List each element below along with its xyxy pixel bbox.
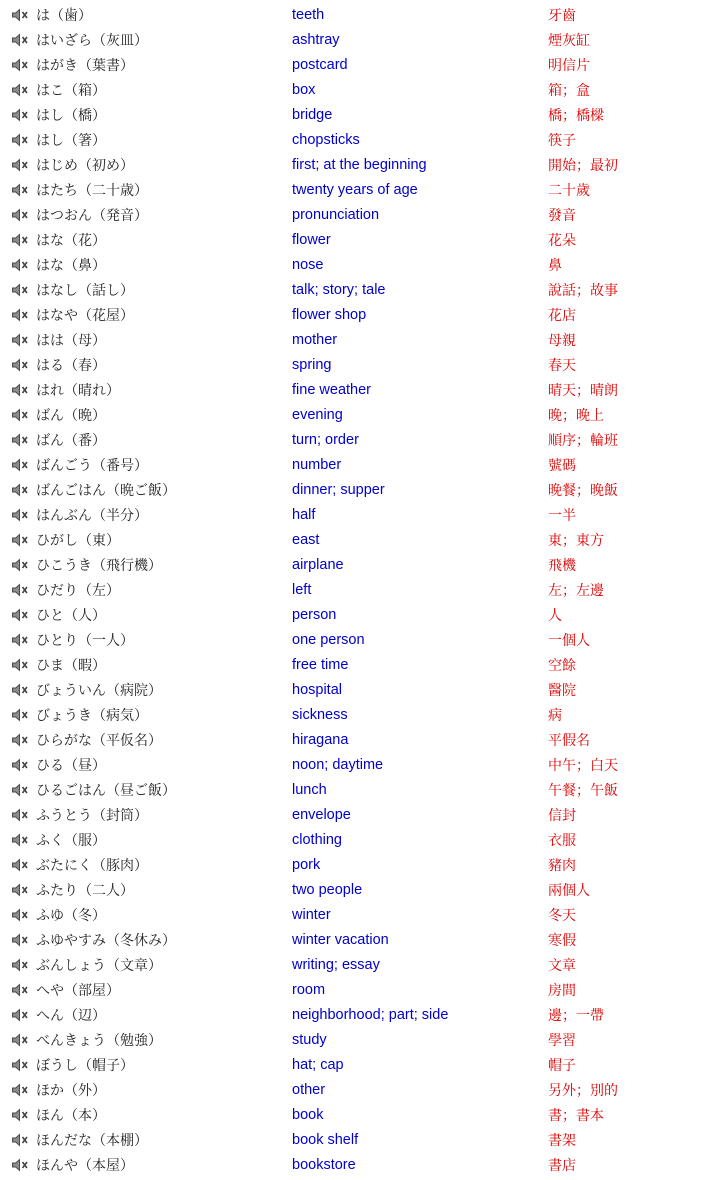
english-meaning: left (292, 581, 312, 598)
chinese-meaning: 一個人 (548, 632, 590, 649)
english-meaning: postcard (292, 56, 348, 73)
english-meaning: evening (292, 406, 343, 423)
english-meaning: turn; order (292, 431, 359, 448)
english-meaning: writing; essay (292, 956, 380, 973)
japanese-word: ひる（昼） (36, 757, 106, 774)
english-meaning: bridge (292, 106, 333, 123)
vocab-row (0, 2, 720, 27)
speaker-icon[interactable] (11, 407, 29, 423)
speaker-icon[interactable] (11, 207, 29, 223)
vocab-row (0, 452, 720, 477)
english-meaning: pork (292, 856, 321, 873)
japanese-word: ばんごはん（晩ご飯） (36, 482, 176, 499)
english-meaning: dinner; supper (292, 481, 385, 498)
chinese-meaning: 晚；晚上 (548, 407, 604, 424)
vocab-row (0, 252, 720, 277)
speaker-icon[interactable] (11, 457, 29, 473)
vocab-row (0, 577, 720, 602)
vocab-row (0, 652, 720, 677)
english-meaning: fine weather (292, 381, 371, 398)
chinese-meaning: 二十歲 (548, 182, 590, 199)
speaker-icon[interactable] (11, 1107, 29, 1123)
vocab-row (0, 502, 720, 527)
speaker-icon[interactable] (11, 707, 29, 723)
vocab-row (0, 702, 720, 727)
vocab-row (0, 302, 720, 327)
speaker-icon[interactable] (11, 607, 29, 623)
english-meaning: number (292, 456, 342, 473)
english-meaning: mother (292, 331, 338, 348)
speaker-icon[interactable] (11, 657, 29, 673)
chinese-meaning: 文章 (548, 957, 576, 974)
chinese-meaning: 冬天 (548, 907, 576, 924)
speaker-icon[interactable] (11, 682, 29, 698)
japanese-word: はは（母） (36, 332, 106, 349)
english-meaning: box (292, 81, 316, 98)
speaker-icon[interactable] (11, 382, 29, 398)
english-meaning: neighborhood; part; side (292, 1006, 449, 1023)
english-meaning: lunch (292, 781, 327, 798)
japanese-word: はれ（晴れ） (36, 382, 120, 399)
vocab-row (0, 602, 720, 627)
speaker-icon[interactable] (11, 32, 29, 48)
speaker-icon[interactable] (11, 482, 29, 498)
japanese-word: はいざら（灰皿） (36, 32, 148, 49)
chinese-meaning: 橋；橋樑 (548, 107, 604, 124)
japanese-word: ほんや（本屋） (36, 1157, 134, 1174)
speaker-icon[interactable] (11, 1157, 29, 1173)
japanese-word: べんきょう（勉強） (36, 1032, 162, 1049)
speaker-icon[interactable] (11, 1007, 29, 1023)
chinese-meaning: 書架 (548, 1132, 576, 1149)
english-meaning: flower (292, 231, 331, 248)
japanese-word: はし（橋） (36, 107, 106, 124)
japanese-word: ばんごう（番号） (36, 457, 148, 474)
vocab-row (0, 1052, 720, 1077)
vocab-row (0, 877, 720, 902)
vocab-row (0, 102, 720, 127)
english-meaning: book (292, 1106, 324, 1123)
speaker-icon[interactable] (11, 7, 29, 23)
chinese-meaning: 兩個人 (548, 882, 590, 899)
japanese-word: ひと（人） (36, 607, 106, 624)
japanese-word: はな（鼻） (36, 257, 106, 274)
english-meaning: airplane (292, 556, 344, 573)
chinese-meaning: 鼻 (548, 257, 562, 274)
japanese-word: はなや（花屋） (36, 307, 134, 324)
japanese-word: ぶんしょう（文章） (36, 957, 162, 974)
chinese-meaning: 人 (548, 607, 562, 624)
vocabulary-list (0, 2, 720, 1177)
japanese-word: はなし（話し） (36, 282, 134, 299)
japanese-word: ばん（晩） (36, 407, 106, 424)
japanese-word: へや（部屋） (36, 982, 120, 999)
japanese-word: ひがし（東） (36, 532, 120, 549)
japanese-word: ひま（暇） (36, 657, 106, 674)
vocab-row (0, 952, 720, 977)
vocab-row (0, 552, 720, 577)
chinese-meaning: 開始；最初 (548, 157, 618, 174)
chinese-meaning: 中午；白天 (548, 757, 618, 774)
japanese-word: ほん（本） (36, 1107, 106, 1124)
japanese-word: は（歯） (36, 7, 92, 24)
speaker-icon[interactable] (11, 982, 29, 998)
speaker-icon[interactable] (11, 107, 29, 123)
english-meaning: flower shop (292, 306, 367, 323)
japanese-word: ふく（服） (36, 832, 106, 849)
english-meaning: two people (292, 881, 363, 898)
chinese-meaning: 發音 (548, 207, 576, 224)
speaker-icon[interactable] (11, 732, 29, 748)
japanese-word: ふゆやすみ（冬休み） (36, 932, 176, 949)
speaker-icon[interactable] (11, 157, 29, 173)
vocab-row (0, 977, 720, 1002)
chinese-meaning: 花店 (548, 307, 576, 324)
english-meaning: clothing (292, 831, 342, 848)
speaker-icon[interactable] (11, 1082, 29, 1098)
speaker-icon[interactable] (11, 882, 29, 898)
english-meaning: ashtray (292, 31, 340, 48)
speaker-icon[interactable] (11, 907, 29, 923)
english-meaning: talk; story; tale (292, 281, 386, 298)
japanese-word: はこ（箱） (36, 82, 106, 99)
chinese-meaning: 飛機 (548, 557, 576, 574)
chinese-meaning: 空餘 (548, 657, 576, 674)
english-meaning: hiragana (292, 731, 349, 748)
english-meaning: teeth (292, 6, 325, 23)
chinese-meaning: 左；左邊 (548, 582, 604, 599)
speaker-icon[interactable] (11, 757, 29, 773)
english-meaning: envelope (292, 806, 351, 823)
vocab-row (0, 277, 720, 302)
speaker-icon[interactable] (11, 132, 29, 148)
chinese-meaning: 學習 (548, 1032, 576, 1049)
speaker-icon[interactable] (11, 332, 29, 348)
english-meaning: hospital (292, 681, 342, 698)
speaker-icon[interactable] (11, 507, 29, 523)
english-meaning: one person (292, 631, 365, 648)
speaker-icon[interactable] (11, 557, 29, 573)
speaker-icon[interactable] (11, 1057, 29, 1073)
speaker-icon[interactable] (11, 232, 29, 248)
japanese-word: はんぶん（半分） (36, 507, 148, 524)
english-meaning: noon; daytime (292, 756, 384, 773)
speaker-icon[interactable] (11, 82, 29, 98)
vocab-row (0, 777, 720, 802)
japanese-word: はし（箸） (36, 132, 106, 149)
vocab-row (0, 427, 720, 452)
chinese-meaning: 說話；故事 (548, 282, 618, 299)
japanese-word: ひるごはん（昼ご飯） (36, 782, 176, 799)
speaker-icon[interactable] (11, 307, 29, 323)
chinese-meaning: 書店 (548, 1157, 576, 1174)
japanese-word: はる（春） (36, 357, 106, 374)
vocab-row (0, 352, 720, 377)
english-meaning: study (292, 1031, 327, 1048)
chinese-meaning: 平假名 (548, 732, 590, 749)
vocab-row (0, 177, 720, 202)
chinese-meaning: 帽子 (548, 1057, 576, 1074)
chinese-meaning: 寒假 (548, 932, 576, 949)
english-meaning: free time (292, 656, 349, 673)
chinese-meaning: 晴天；晴朗 (548, 382, 618, 399)
vocab-row (0, 77, 720, 102)
vocab-row (0, 1127, 720, 1152)
japanese-word: ばん（番） (36, 432, 106, 449)
speaker-icon[interactable] (11, 1132, 29, 1148)
english-meaning: winter vacation (292, 931, 389, 948)
japanese-word: びょうき（病気） (36, 707, 148, 724)
chinese-meaning: 東；東方 (548, 532, 604, 549)
english-meaning: person (292, 606, 337, 623)
chinese-meaning: 邊；一帶 (548, 1007, 604, 1024)
japanese-word: びょういん（病院） (36, 682, 162, 699)
english-meaning: pronunciation (292, 206, 380, 223)
vocab-row (0, 527, 720, 552)
japanese-word: ひこうき（飛行機） (36, 557, 162, 574)
chinese-meaning: 煙灰缸 (548, 32, 590, 49)
vocab-row (0, 402, 720, 427)
english-meaning: spring (292, 356, 332, 373)
speaker-icon[interactable] (11, 632, 29, 648)
vocab-row (0, 227, 720, 252)
japanese-word: ふゆ（冬） (36, 907, 106, 924)
vocab-row (0, 802, 720, 827)
japanese-word: はがき（葉書） (36, 57, 134, 74)
chinese-meaning: 晚餐；晚飯 (548, 482, 618, 499)
speaker-icon[interactable] (11, 57, 29, 73)
vocab-row (0, 827, 720, 852)
speaker-icon[interactable] (11, 532, 29, 548)
chinese-meaning: 信封 (548, 807, 576, 824)
vocab-row (0, 52, 720, 77)
english-meaning: chopsticks (292, 131, 360, 148)
english-meaning: twenty years of age (292, 181, 418, 198)
chinese-meaning: 號碼 (548, 457, 576, 474)
vocab-row (0, 27, 720, 52)
vocab-row (0, 377, 720, 402)
chinese-meaning: 花朵 (548, 232, 576, 249)
vocab-row (0, 1027, 720, 1052)
chinese-meaning: 病 (548, 707, 562, 724)
chinese-meaning: 一半 (548, 507, 576, 524)
vocab-row (0, 752, 720, 777)
chinese-meaning: 牙齒 (548, 7, 576, 24)
speaker-icon[interactable] (11, 182, 29, 198)
speaker-icon[interactable] (11, 582, 29, 598)
japanese-word: はな（花） (36, 232, 106, 249)
chinese-meaning: 另外；別的 (548, 1082, 618, 1099)
speaker-icon[interactable] (11, 357, 29, 373)
english-meaning: nose (292, 256, 324, 273)
english-meaning: first; at the beginning (292, 156, 427, 173)
vocab-row (0, 1002, 720, 1027)
japanese-word: ふうとう（封筒） (36, 807, 148, 824)
chinese-meaning: 醫院 (548, 682, 576, 699)
japanese-word: ぼうし（帽子） (36, 1057, 134, 1074)
vocab-row (0, 727, 720, 752)
japanese-word: はつおん（発音） (36, 207, 148, 224)
vocab-row (0, 927, 720, 952)
english-meaning: sickness (292, 706, 348, 723)
vocab-row (0, 852, 720, 877)
chinese-meaning: 房間 (548, 982, 576, 999)
vocab-row (0, 127, 720, 152)
chinese-meaning: 書；書本 (548, 1107, 604, 1124)
english-meaning: bookstore (292, 1156, 356, 1173)
chinese-meaning: 順序；輪班 (548, 432, 618, 449)
chinese-meaning: 衣服 (548, 832, 576, 849)
japanese-word: ぶたにく（豚肉） (36, 857, 148, 874)
chinese-meaning: 春天 (548, 357, 576, 374)
japanese-word: はじめ（初め） (36, 157, 134, 174)
speaker-icon[interactable] (11, 932, 29, 948)
vocab-row (0, 677, 720, 702)
english-meaning: winter (292, 906, 331, 923)
vocab-row (0, 477, 720, 502)
english-meaning: other (292, 1081, 326, 1098)
english-meaning: room (292, 981, 326, 998)
speaker-icon[interactable] (11, 857, 29, 873)
chinese-meaning: 明信片 (548, 57, 590, 74)
chinese-meaning: 豬肉 (548, 857, 576, 874)
japanese-word: ほんだな（本棚） (36, 1132, 148, 1149)
chinese-meaning: 箱；盒 (548, 82, 590, 99)
english-meaning: hat; cap (292, 1056, 344, 1073)
vocab-row (0, 327, 720, 352)
vocab-row (0, 1152, 720, 1177)
japanese-word: ひとり（一人） (36, 632, 134, 649)
chinese-meaning: 午餐；午飯 (548, 782, 618, 799)
speaker-icon[interactable] (11, 832, 29, 848)
japanese-word: へん（辺） (36, 1007, 106, 1024)
vocab-row (0, 627, 720, 652)
chinese-meaning: 母親 (548, 332, 576, 349)
japanese-word: ふたり（二人） (36, 882, 134, 899)
speaker-icon[interactable] (11, 807, 29, 823)
speaker-icon[interactable] (11, 1032, 29, 1048)
japanese-word: ほか（外） (36, 1082, 106, 1099)
english-meaning: half (292, 506, 316, 523)
japanese-word: ひだり（左） (36, 582, 120, 599)
speaker-icon[interactable] (11, 782, 29, 798)
speaker-icon[interactable] (11, 257, 29, 273)
english-meaning: book shelf (292, 1131, 359, 1148)
vocab-row (0, 902, 720, 927)
chinese-meaning: 筷子 (548, 132, 576, 149)
speaker-icon[interactable] (11, 957, 29, 973)
vocab-row (0, 1077, 720, 1102)
vocab-row (0, 152, 720, 177)
english-meaning: east (292, 531, 320, 548)
speaker-icon[interactable] (11, 432, 29, 448)
vocab-row (0, 1102, 720, 1127)
japanese-word: ひらがな（平仮名） (36, 732, 162, 749)
speaker-icon[interactable] (11, 282, 29, 298)
japanese-word: はたち（二十歳） (36, 182, 148, 199)
vocab-row (0, 202, 720, 227)
